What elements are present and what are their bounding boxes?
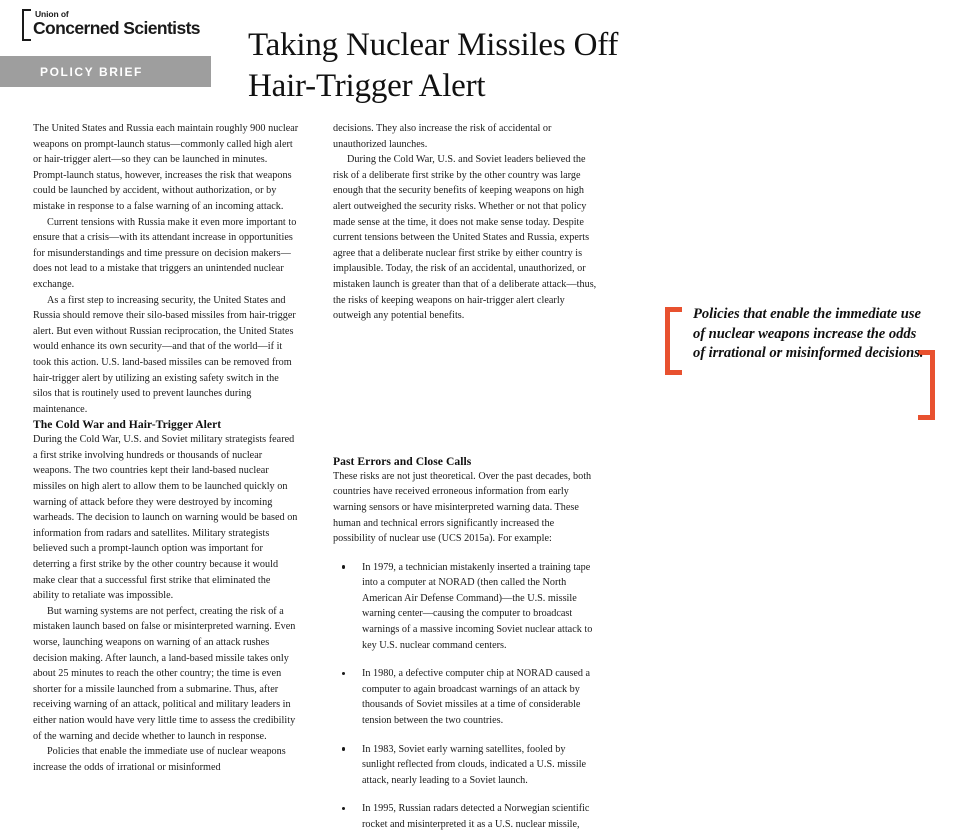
paragraph: decisions. They also increase the risk of accidental or unauthorized launches. bbox=[333, 123, 552, 150]
paragraph: During the Cold War, U.S. and Soviet leaders believed the risk of a deliberate first strike by the other country was large enough that the security benefits of keeping weapons on high alert outweighed the security risks. Whether or not that policy made sense at the time, it does not make sense today. Despite current tensions between the United States and Russia, experts agree that a deliberate nuclear first strike by either country is implausible. Today, the risk of an accidental, unauthorized, or mistaken launch is greater than that of a deliberate attack—thus, the risks of keeping weapons on hair-trigger alert clearly outweigh any potential benefits. bbox=[333, 154, 597, 322]
list-item bbox=[333, 742, 599, 789]
page-title-line-1: Taking Nuclear Missiles Off bbox=[248, 27, 619, 64]
bullet-dot-icon bbox=[342, 565, 345, 568]
logo-union-of-text: Union of bbox=[35, 9, 69, 19]
bullet-dot-icon bbox=[342, 747, 345, 750]
paragraph: Policies that enable the immediate use of nuclear weapons increase the odds of irrational or misinformed bbox=[33, 746, 286, 773]
ucs-logo bbox=[22, 9, 200, 43]
paragraph: During the Cold War, U.S. and Soviet military strategists feared a first strike involving hundreds or thousands of nuclear weapons. The two countries kept their land-based nuclear missiles on high alert to allow them to be launched quickly on warning of attack before they were destroyed by incoming warheads. The decision to launch on warning would be based on information from radars and satellites. Military strategists believed such a prompt-launch option was important for deterring a first strike by the other country because it would make clear that a successful first strike that eliminated the ability to retaliate was impossible. bbox=[33, 434, 298, 602]
pull-quote bbox=[663, 305, 959, 427]
logo-bracket-icon bbox=[22, 9, 31, 41]
policy-brief-banner bbox=[0, 56, 211, 87]
page-title-line-2: Hair-Trigger Alert bbox=[248, 68, 486, 105]
list-item-text: In 1980, a defective computer chip at NORAD caused a computer to again broadcast warnings of an attack by thousands of Soviet missiles at a time of considerable tension between the two countries. bbox=[362, 668, 591, 727]
bullet-dot-icon bbox=[342, 807, 345, 810]
bullet-dot-icon bbox=[342, 672, 345, 675]
pull-quote-text: Policies that enable the immediate use of nuclear weapons increase the odds of irrational or misinformed decisions. bbox=[693, 306, 924, 362]
document-header bbox=[0, 0, 634, 108]
page-title bbox=[248, 25, 632, 107]
list-item-text: In 1983, Soviet early warning satellites, fooled by sunlight reflected from clouds, indicated a U.S. missile attack, nearly leading to a Soviet launch. bbox=[362, 743, 587, 786]
list-item bbox=[333, 666, 599, 728]
left-column bbox=[33, 121, 299, 775]
paragraph: The United States and Russia each maintain roughly 900 nuclear weapons on prompt-launch status—commonly called high alert or hair-trigger alert—so they can be launched in minutes. Prompt-launch status, however, increases the risk that weapons could be launched by accident, without authorization, or by mistake in response to a false warning of an incoming attack. bbox=[33, 123, 299, 212]
paragraph: But warning systems are not perfect, creating the risk of a mistaken launch based on false or misinterpreted warning. Even worse, launching weapons on warning of an attack rushes decision making. After launch, a land-based missile takes only about 25 minutes to reach the other country; the time is even shorter for a missile launched from a submarine. Thus, after receiving warning of an attack, political and military leaders in either nation would have very little time to assess the credibility of the warning and decide whether to launch in response. bbox=[33, 605, 296, 742]
section-heading-past-errors: Past Errors and Close Calls bbox=[333, 454, 472, 468]
section-heading-cold-war: The Cold War and Hair-Trigger Alert bbox=[33, 418, 222, 432]
paragraph: As a first step to increasing security, the United States and Russia should remove their silo-based missiles from hair-trigger alert. But even without Russian reciprocation, the United States would enhance its own security—and that of the world—if it took this action. U.S. land-based missiles can be removed from hair-trigger alert by utilizing an existing safety switch in the silos that is routinely used to prevent launches during maintenance. bbox=[33, 294, 296, 415]
logo-concerned-scientists-text: Concerned Scientists bbox=[33, 18, 200, 38]
paragraph: These risks are not just theoretical. Over the past decades, both countries have received erroneous information from early warning sensors or have misinterpreted warning data. These human and technical errors significantly increased the possibility of nuclear use (UCS 2015a). For example: bbox=[333, 470, 592, 545]
logo-wordmark bbox=[33, 9, 200, 43]
right-column bbox=[333, 121, 924, 833]
body-columns bbox=[0, 121, 924, 830]
list-item-text: In 1979, a technician mistakenly inserted a training tape into a computer at NORAD (then called the North American Air Defense Command)—the U.S. missile warning center—causing the computer to broadcast warnings of a massive incoming Soviet nuclear attack to key U.S. nuclear command centers. bbox=[362, 561, 593, 651]
policy-brief-label: POLICY BRIEF bbox=[40, 64, 143, 79]
list-item bbox=[333, 801, 599, 832]
close-calls-list bbox=[333, 560, 599, 833]
pull-quote-spacer bbox=[333, 324, 599, 454]
paragraph: Current tensions with Russia make it even more important to ensure that a crisis—with its attendant increase in opportunities for misunderstandings and time pressure on decision makers—does not lead to a mistake that triggers an unintended nuclear exchange. bbox=[33, 216, 297, 290]
quote-open-bracket-icon bbox=[665, 307, 682, 375]
list-item bbox=[333, 560, 599, 654]
list-item-text: In 1995, Russian radars detected a Norwegian scientific rocket and misinterpreted it as a U.S. nuclear missile, bbox=[362, 803, 590, 830]
